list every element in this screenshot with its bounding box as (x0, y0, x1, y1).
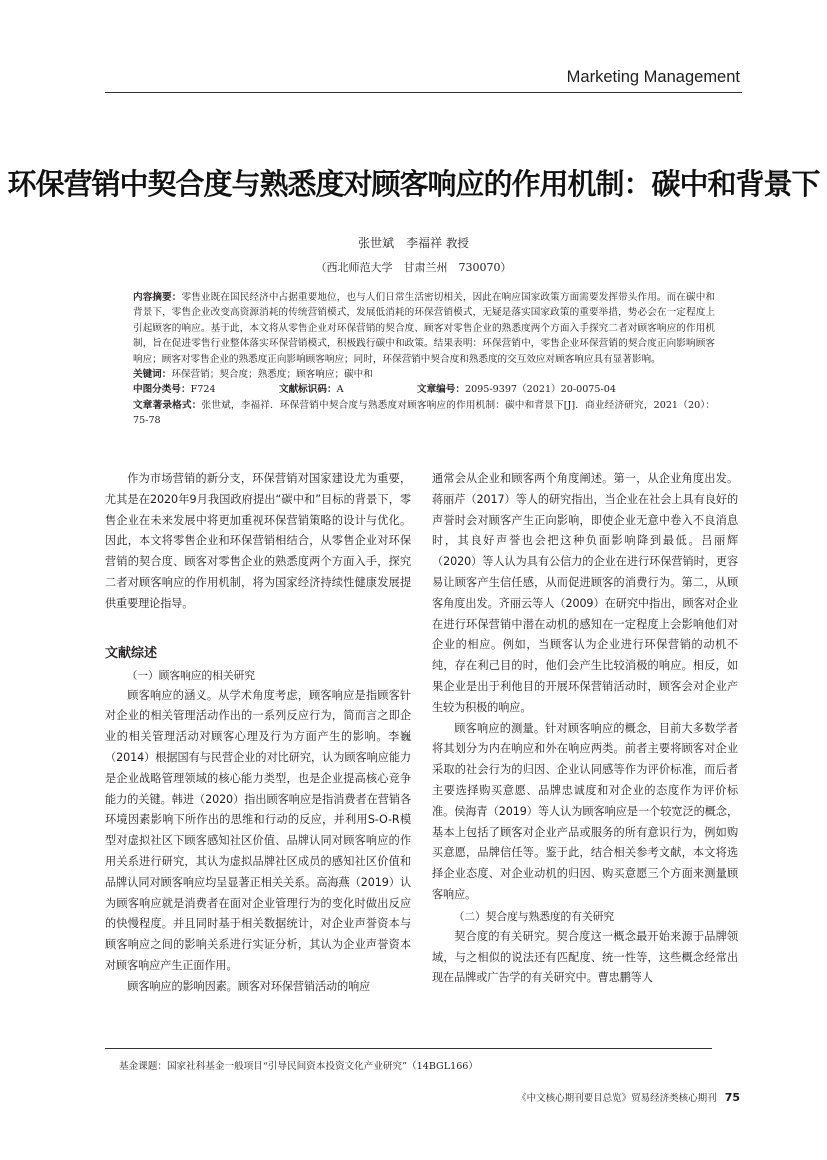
paper-title: 环保营销中契合度与熟悉度对顾客响应的作用机制：碳中和背景下 (7, 167, 820, 201)
body-paragraph: 顾客响应的涵义。从学术角度考虑，顾客响应是指顾客针对企业的相关管理活动作出的一系列反应行为，简而言之即企业的相关管理活动对顾客心理及行为方面产生的影响。李巍（2014）根据国有与民营企业的对比研究，认为顾客响应能力是企业战略管理领域的核心能力类型，也是企业提高核心竞争能力的关键。韩进（2020）指出顾客响应是指消费者在营销各环境因素影响下所作出的思维和行动的反应，并利用S-O-R模型对虚拟社区下顾客感知社区价值、品牌认同对顾客响应的作用关系进行研究，其认为虚拟品牌社区成员的感知社区价值和品牌认同对顾客响应均呈显著正相关关系。高海燕（2019）认为顾客响应就是消费者在面对企业管理行为的变化时做出反应的快慢程度。并且同时基于相关数据统计，对企业声誉资本与顾客响应之间的影响关系进行实证分析，其认为企业声誉资本对顾客响应产生正面作用。 (105, 688, 411, 972)
citation-line (133, 398, 715, 429)
section-heading-literature-review: 文献综述 (105, 645, 158, 661)
citation-text: 张世斌，李福祥．环保营销中契合度与熟悉度对顾客响应的作用机制：碳中和背景下[J]．商业经济研究，2021（20）：75-78 (133, 399, 715, 427)
page-number: 75 (724, 1091, 740, 1104)
running-header: Marketing Management (566, 68, 740, 86)
left-column (105, 469, 411, 998)
abstract-label: 内容摘要： (133, 292, 182, 303)
keywords-label: 关键词： (133, 369, 172, 381)
author-line (0, 234, 827, 251)
keywords: 环保营销；契合度；熟悉度；顾客响应；碳中和 (171, 369, 373, 381)
subsection-heading-fit-familiarity: （二）契合度与熟悉度的有关研究 (453, 909, 615, 923)
affiliation: （西北师范大学 甘肃兰州 730070） (315, 261, 512, 274)
body-paragraph: 顾客响应的影响因素。顾客对环保营销活动的响应 (127, 979, 371, 993)
article-id-label: 文章编号： (417, 384, 465, 396)
body-paragraph: 通常会从企业和顾客两个角度阐述。第一，从企业角度出发。蒋丽芹（2017）等人的研究指出，当企业在社会上具有良好的声誉时会对顾客产生正向影响，即使企业无意中卷入不良消息时，其良好声誉也会把这种负面影响降到最低。吕丽辉（2020）等人认为具有公信力的企业在进行环保营销时，更容易让顾客产生信任感，从而促进顾客的消费行为。第二，从顾客角度出发。齐丽云等人（2009）在研究中指出，顾客对企业在进行环保营销中潜在动机的感知在一定程度上会影响他们对企业的相应。例如，当顾客认为企业进行环保营销的动机不纯，存在利己目的时，他们会产生比较消极的响应。相反，如果企业是出于利他目的开展环保营销活动时，顾客会对企业产生较为积极的响应。 (432, 472, 738, 714)
author-names: 张世斌 李福祥 (358, 236, 443, 250)
article-id-value: 2095-9397（2021）20-0075-04 (464, 384, 616, 396)
doc-code-value: A (336, 384, 344, 396)
journal-note: 《中文核心期刊要目总览》贸易经济类核心期刊 (517, 1093, 717, 1104)
clc-value: F724 (190, 384, 216, 396)
citation-label: 文章著录格式： (133, 399, 202, 411)
subsection-heading-customer-response: （一）顾客响应的相关研究 (126, 668, 255, 682)
intro-paragraph: 作为市场营销的新分支，环保营销对国家建设尤为重要，尤其是在2020年9月我国政府提出“碳中和”目标的背景下，零售企业在未来发展中将更加重视环保营销策略的设计与优化。因此，本文将零售企业和环保营销相结合，从零售企业对环保营销的契合度、顾客对零售企业的熟悉度两个方面入手，探究二者对顾客响应的作用机制，将为国家经济持续性健康发展提供重要理论指导。 (105, 472, 411, 610)
abstract-text: 零售业既在国民经济中占据重要地位，也与人们日常生活密切相关，因此在响应国家政策方面需要发挥带头作用。而在碳中和背景下，零售企业改变高资源消耗的传统营销模式，发展低消耗的环保营销模式，无疑是落实国家政策的重要举措，势必会在一定程度上引起顾客的响应。基于此，本文将从零售企业对环保营销的契合度、顾客对零售企业的熟悉度两个方面入手探究二者对顾客响应的作用机制，旨在促进零售行业整体落实环保营销模式，积极践行碳中和政策。结果表明：环保营销中，零售企业环保营销的契合度正向影响顾客响应；顾客对零售企业的熟悉度正向影响顾客响应；同时，环保营销中契合度和熟悉度的交互效应对顾客响应具有显著影响。 (133, 292, 716, 365)
footnote-rule (105, 1048, 712, 1049)
author-role: 教授 (445, 236, 469, 250)
body-paragraph: 契合度的有关研究。契合度这一概念最开始来源于品牌领域，与之相似的说法还有匹配度、统一性等，这些概念经常出现在品牌或广告学的有关研究中。曹忠鹏等人 (432, 929, 738, 985)
abstract-paragraph (133, 290, 715, 367)
header-rule (105, 92, 742, 93)
clc-label: 中图分类号： (133, 384, 191, 396)
page-footer (440, 1090, 740, 1104)
body-paragraph: 顾客响应的测量。针对顾客响应的概念，目前大多数学者将其划分为内在响应和外在响应两类。前者主要将顾客对企业采取的社会行为的归因、企业认同感等作为评价标准，而后者主要选择购买意愿、品牌忠诚度和对企业的态度作为评价标准。侯海青（2019）等人认为顾客响应是一个较宽泛的概念，基本上包括了顾客对企业产品或服务的所有意识行为，例如购买意愿，品牌信任等。鉴于此，结合相关参考文献，本文将选择企业态度、对企业动机的归因、购买意愿三个方面来测量顾客响应。 (432, 721, 738, 901)
classification-line (133, 382, 715, 397)
right-column (432, 469, 738, 989)
abstract-block (133, 290, 715, 429)
doc-code-label: 文献标识码： (279, 384, 337, 396)
funding-note: 基金课题：国家社科基金一般项目“引导民间资本投资文化产业研究”（14BGL166） (119, 1061, 478, 1072)
keywords-line (133, 367, 715, 382)
